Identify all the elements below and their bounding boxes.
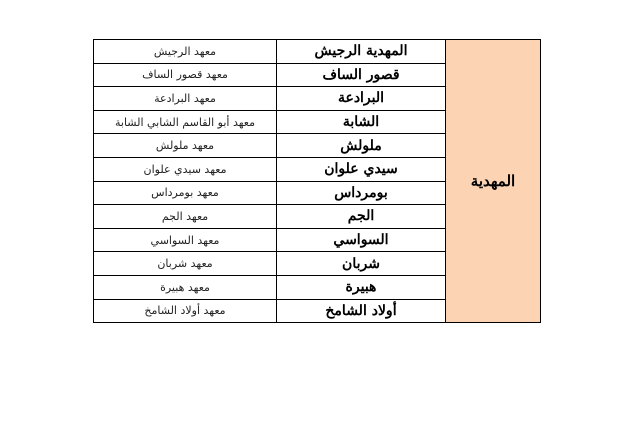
delegation-cell: هبيرة [277,275,446,299]
institute-cell: معهد السواسي [94,228,277,252]
institute-cell: معهد الرجيش [94,40,277,64]
institute-cell: معهد الجم [94,205,277,229]
delegation-cell: شربان [277,252,446,276]
delegation-cell: ملولش [277,134,446,158]
institute-cell: معهد قصور الساف [94,63,277,87]
institutes-table [93,39,541,323]
delegation-cell: السواسي [277,228,446,252]
delegation-cell: الجم [277,205,446,229]
delegation-cell: قصور الساف [277,63,446,87]
institute-cell: معهد أبو القاسم الشابي الشابة [94,110,277,134]
institute-cell: معهد ملولش [94,134,277,158]
institute-cell: معهد سيدي علوان [94,157,277,181]
region-cell: المهدية [446,40,541,323]
institute-cell: معهد بومرداس [94,181,277,205]
delegation-cell: سيدي علوان [277,157,446,181]
delegation-cell: الشابة [277,110,446,134]
institute-cell: معهد شربان [94,252,277,276]
institute-cell: معهد هبيرة [94,275,277,299]
institutes-table-body [94,40,541,323]
delegation-cell: البرادعة [277,87,446,111]
delegation-cell: أولاد الشامخ [277,299,446,323]
delegation-cell: بومرداس [277,181,446,205]
institute-cell: معهد أولاد الشامخ [94,299,277,323]
table-row [94,40,541,64]
delegation-cell: المهدية الرجيش [277,40,446,64]
institute-cell: معهد البرادعة [94,87,277,111]
